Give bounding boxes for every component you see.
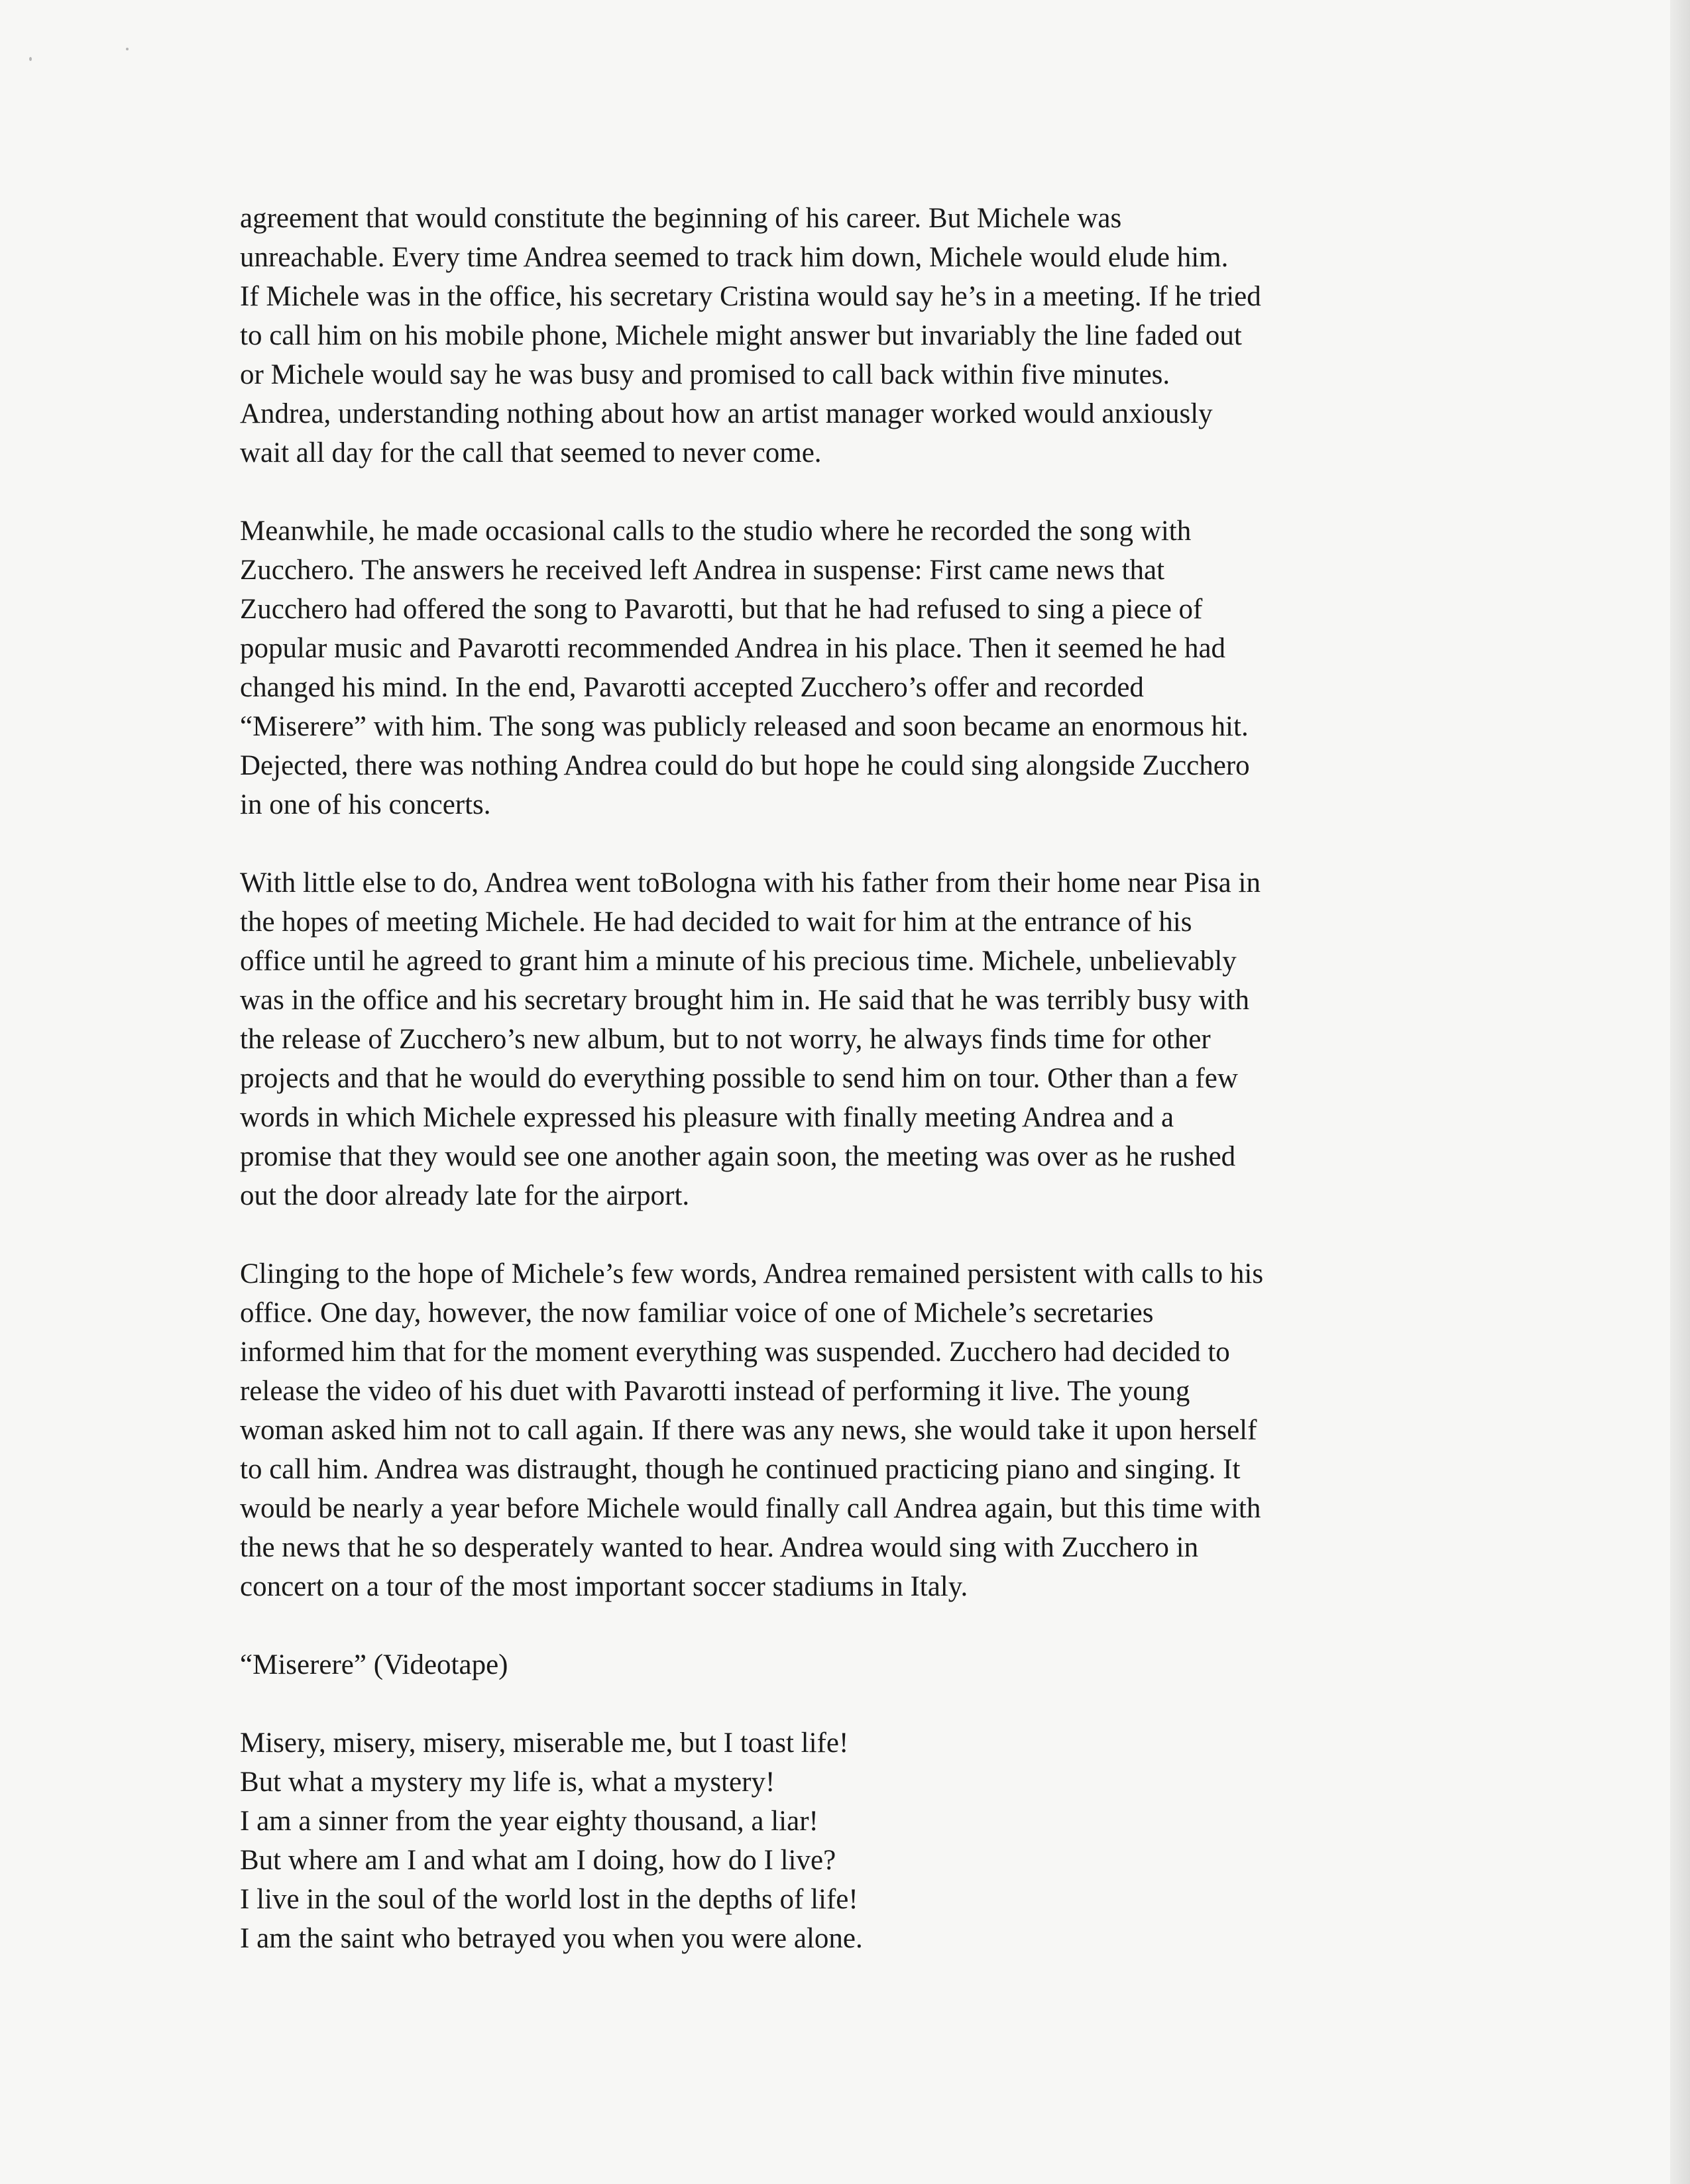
song-lyrics <box>240 1723 1459 1958</box>
scan-speck <box>126 48 129 50</box>
text-line: Zucchero had offered the song to Pavarotti, but that he had refused to sing a piece of <box>240 594 1203 625</box>
text-line: changed his mind. In the end, Pavarotti accepted Zucchero’s offer and recorded <box>240 672 1144 703</box>
paragraph-3 <box>240 863 1459 1215</box>
paragraph-4 <box>240 1254 1459 1606</box>
paragraph-1 <box>240 199 1459 472</box>
text-line: projects and that he would do everything possible to send him on tour. Other than a few <box>240 1063 1238 1094</box>
document-body <box>240 199 1459 1958</box>
text-line: in one of his concerts. <box>240 789 491 820</box>
text-line: to call him. Andrea was distraught, though he continued practicing piano and singing. It <box>240 1454 1241 1485</box>
text-line: concert on a tour of the most important soccer stadiums in Italy. <box>240 1571 968 1602</box>
lyric-line: Misery, misery, misery, miserable me, but I toast life! <box>240 1727 849 1759</box>
text-line: popular music and Pavarotti recommended Andrea in his place. Then it seemed he had <box>240 633 1226 664</box>
text-line: informed him that for the moment everything was suspended. Zucchero had decided to <box>240 1337 1230 1368</box>
paragraph-2 <box>240 512 1459 824</box>
text-line: “Miserere” with him. The song was publicly released and soon became an enormous hit. <box>240 711 1249 742</box>
text-line: or Michele would say he was busy and promised to call back within five minutes. <box>240 359 1170 390</box>
text-line: woman asked him not to call again. If there was any news, she would take it upon herself <box>240 1415 1257 1446</box>
text-line: release the video of his duet with Pavarotti instead of performing it live. The young <box>240 1376 1190 1407</box>
text-line: the news that he so desperately wanted to hear. Andrea would sing with Zucchero in <box>240 1532 1199 1563</box>
text-line: would be nearly a year before Michele would finally call Andrea again, but this time with <box>240 1493 1261 1524</box>
text-line: unreachable. Every time Andrea seemed to track him down, Michele would elude him. <box>240 242 1229 273</box>
text-line: the hopes of meeting Michele. He had decided to wait for him at the entrance of his <box>240 906 1192 938</box>
text-line: If Michele was in the office, his secretary Cristina would say he’s in a meeting. If he tried <box>240 281 1261 312</box>
text-line: Dejected, there was nothing Andrea could do but hope he could sing alongside Zucchero <box>240 750 1250 781</box>
song-heading: “Miserere” (Videotape) <box>240 1649 508 1680</box>
text-line: Zucchero. The answers he received left Andrea in suspense: First came news that <box>240 555 1165 586</box>
text-line: out the door already late for the airport. <box>240 1180 690 1211</box>
page-edge-shadow <box>1670 0 1690 2184</box>
lyric-line: But what a mystery my life is, what a mystery! <box>240 1767 775 1798</box>
text-line: Clinging to the hope of Michele’s few words, Andrea remained persistent with calls to his <box>240 1258 1264 1289</box>
lyric-line: I live in the soul of the world lost in the depths of life! <box>240 1884 858 1915</box>
text-line: wait all day for the call that seemed to never come. <box>240 437 822 468</box>
text-line: words in which Michele expressed his pleasure with finally meeting Andrea and a <box>240 1102 1174 1133</box>
text-line: promise that they would see one another again soon, the meeting was over as he rushed <box>240 1141 1236 1172</box>
lyric-line: I am the saint who betrayed you when you were alone. <box>240 1923 863 1954</box>
text-line: office. One day, however, the now familiar voice of one of Michele’s secretaries <box>240 1297 1154 1329</box>
lyric-line: But where am I and what am I doing, how do I live? <box>240 1845 836 1876</box>
text-line: to call him on his mobile phone, Michele might answer but invariably the line faded out <box>240 320 1242 351</box>
text-line: was in the office and his secretary brought him in. He said that he was terribly busy with <box>240 985 1249 1016</box>
lyric-line: I am a sinner from the year eighty thousand, a liar! <box>240 1806 818 1837</box>
text-line: agreement that would constitute the beginning of his career. But Michele was <box>240 203 1122 234</box>
scan-speck <box>29 57 32 61</box>
text-line: the release of Zucchero’s new album, but to not worry, he always finds time for other <box>240 1024 1211 1055</box>
text-line: Meanwhile, he made occasional calls to the studio where he recorded the song with <box>240 516 1192 547</box>
text-line: office until he agreed to grant him a minute of his precious time. Michele, unbelievably <box>240 946 1237 977</box>
text-line: Andrea, understanding nothing about how an artist manager worked would anxiously <box>240 398 1213 429</box>
text-line: With little else to do, Andrea went toBologna with his father from their home near Pisa in <box>240 867 1261 899</box>
